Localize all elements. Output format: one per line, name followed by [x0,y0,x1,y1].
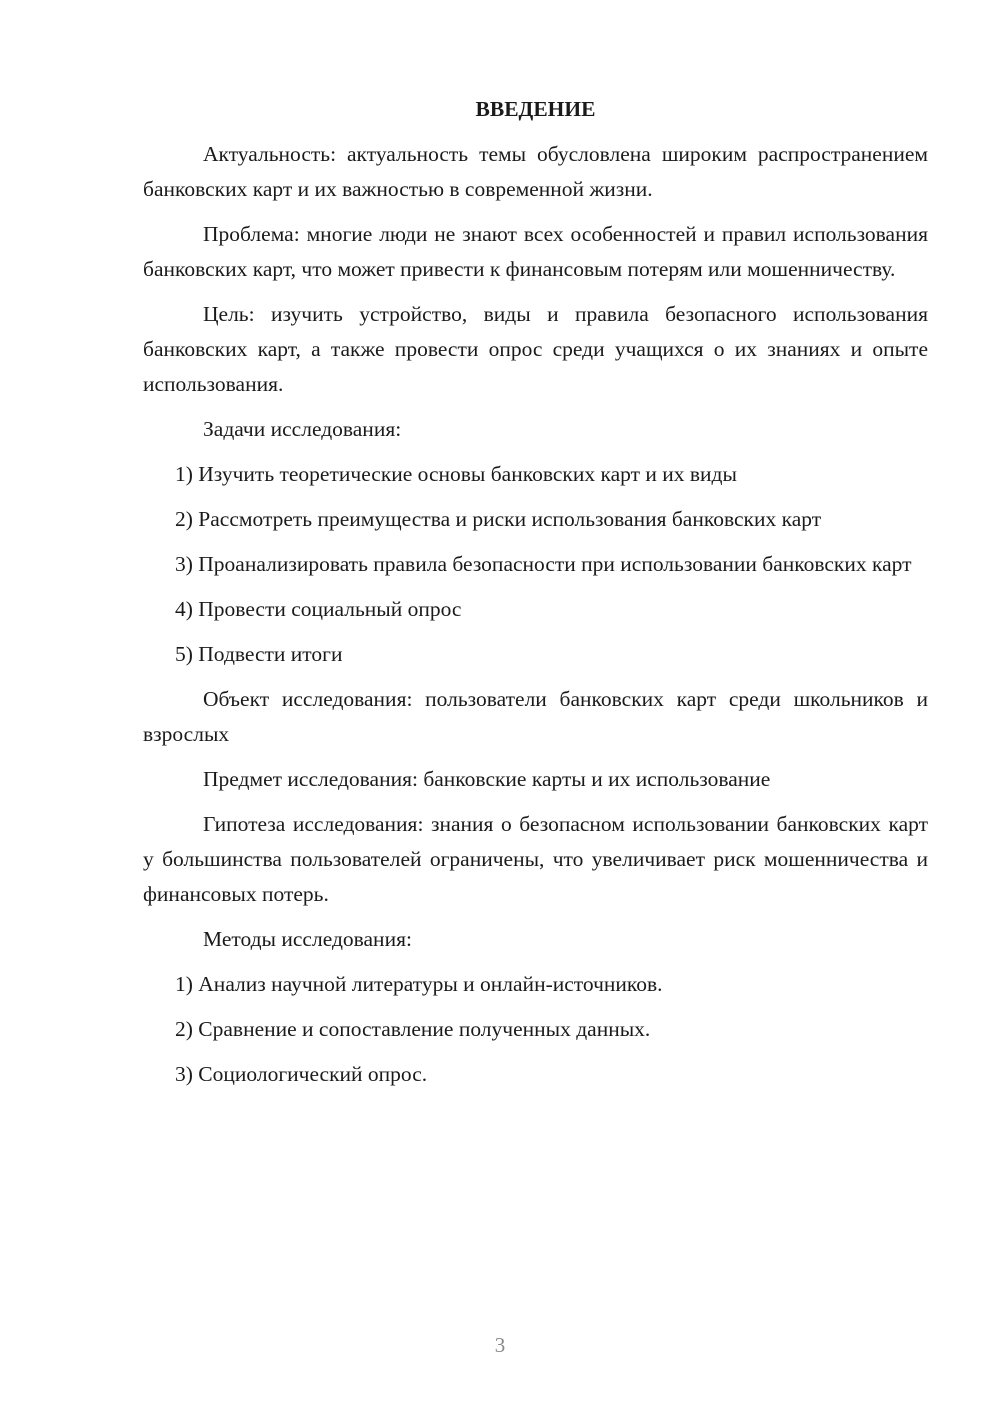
problem-paragraph: Проблема: многие люди не знают всех особенностей и правил использования банковских карт, что может привести к финансовым потерям или мошенничеству. [143,222,928,281]
method-item: 3) Социологический опрос. [175,1062,428,1086]
actuality-paragraph: Актуальность: актуальность темы обусловлена широким распространением банковских карт и их важностью в современной жизни. [143,142,928,201]
document-page [143,92,928,1102]
section-title: ВВЕДЕНИЕ [475,97,596,121]
method-item: 2) Сравнение и сопоставление полученных данных. [175,1017,651,1041]
task-item: 1) Изучить теоретические основы банковских карт и их виды [175,462,737,486]
methods-heading: Методы исследования: [203,927,412,951]
page-number: 3 [494,1333,506,1357]
method-item: 1) Анализ научной литературы и онлайн-источников. [175,972,663,996]
tasks-heading: Задачи исследования: [203,417,402,441]
task-item: 5) Подвести итоги [175,642,343,666]
object-paragraph: Объект исследования: пользователи банковских карт среди школьников и взрослых [143,687,928,746]
task-item: 3) Проанализировать правила безопасности при использовании банковских карт [175,552,912,576]
task-item: 2) Рассмотреть преимущества и риски использования банковских карт [175,507,822,531]
subject-paragraph: Предмет исследования: банковские карты и их использование [203,767,771,791]
hypothesis-paragraph: Гипотеза исследования: знания о безопасном использовании банковских карт у большинства пользователей ограничены, что увеличивает риск мошенничества и финансовых потерь. [143,812,928,906]
goal-paragraph: Цель: изучить устройство, виды и правила безопасного использования банковских карт, а также провести опрос среди учащихся о их знаниях и опыте использования. [143,302,928,396]
task-item: 4) Провести социальный опрос [175,597,462,621]
